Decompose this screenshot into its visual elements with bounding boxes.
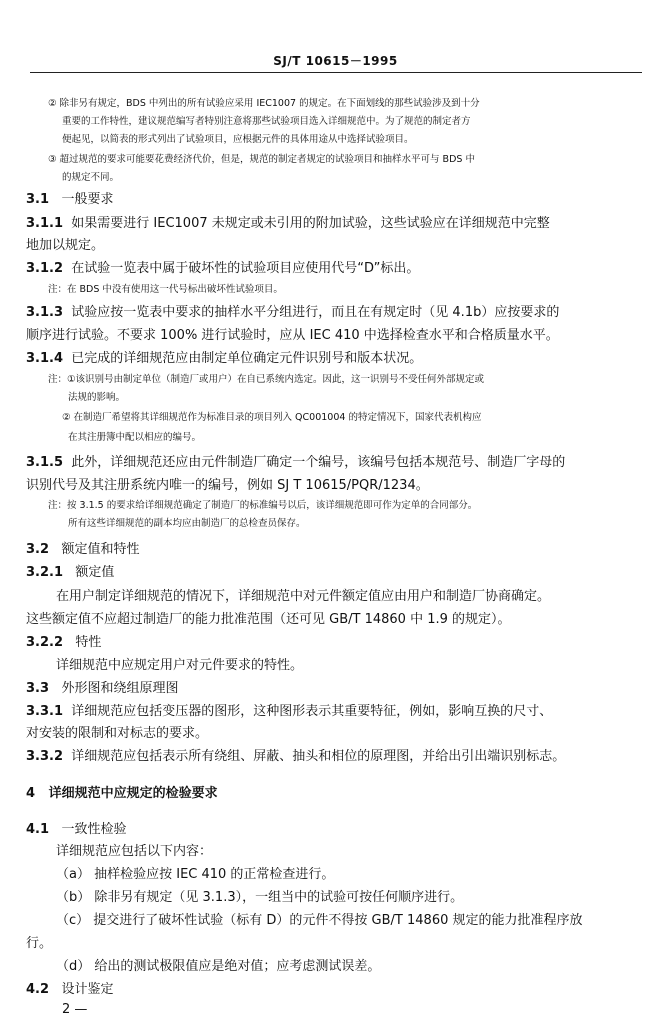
paragraph-line: 对安装的限制和对标志的要求。 <box>26 726 209 741</box>
list-item: （d） 给出的测试极限值应是绝对值；应考虑测试误差。 <box>56 959 381 974</box>
paragraph-line: 3.1.2 在试验一览表中属于破坏性的试验项目应使用代号“D”标出。 <box>26 261 420 276</box>
paragraph-line: 详细规范应包括以下内容： <box>56 844 213 859</box>
paragraph-line: 3.3.1 详细规范应包括变压器的图形，这种图形表示其重要特征，例如，影响互换的尺寸、 <box>26 704 553 719</box>
note-line: 在其注册簿中配以相应的编号。 <box>68 432 202 443</box>
note-line: 重要的工作特性，建议规范编写者特别注意将那些试验项目选入详细规范中。为了规范的制定者方 <box>62 116 471 127</box>
note-line: 注：按 3.1.5 的要求给详细规范确定了制造厂的标准编号以后，该详细规范即可作为定单的合同部分。 <box>48 500 478 511</box>
paragraph-line: 在用户制定详细规范的情况下，详细规范中对元件额定值应由用户和制造厂协商确定。 <box>56 589 551 604</box>
paragraph-line: 3.1.1 如果需要进行 IEC1007 未规定或未引用的附加试验，这些试验应在详细规范中完整 <box>26 216 550 231</box>
note-line: ② 在制造厂希望将其详细规范作为标准目录的项目列入 QC001004 的特定情况下，国家代表机构应 <box>62 412 482 423</box>
paragraph-line: 3.3.2 详细规范应包括表示所有绕组、屏蔽、抽头和相位的原理图，并给出引出端识别标志。 <box>26 749 566 764</box>
paragraph-line: 这些额定值不应超过制造厂的能力批准范围（还可见 GB/T 14860 中 1.9 的规定）。 <box>26 612 511 627</box>
list-item: （a） 抽样检验应按 IEC 410 的正常检查进行。 <box>56 867 335 882</box>
paragraph-line: 顺序进行试验。不要求 100% 进行试验时，应从 IEC 410 中选择检查水平和合格质量水平。 <box>26 328 559 343</box>
section-heading: 4.1 一致性检验 <box>26 822 127 837</box>
paragraph-line: 详细规范中应规定用户对元件要求的特性。 <box>56 658 304 673</box>
section-heading: 3.2.1 额定值 <box>26 565 115 580</box>
header-rule <box>30 72 642 73</box>
section-heading: 3.2.2 特性 <box>26 635 102 650</box>
note-line: 注：在 BDS 中没有使用这一代号标出破坏性试验项目。 <box>48 284 283 295</box>
section-heading: 3.1 一般要求 <box>26 192 114 207</box>
list-item: （c） 提交进行了破坏性试验（标有 D）的元件不得按 GB/T 14860 规定的能力批准程序放 <box>56 913 583 928</box>
note-line: 的规定不同。 <box>62 172 120 183</box>
section-heading: 3.3 外形图和绕组原理图 <box>26 681 179 696</box>
note-line: 注：①该识别号由制定单位（制造厂或用户）在自已系统内选定。因此，这一识别号不受任何外部规定或 <box>48 374 485 385</box>
note-line: 便起见，以简表的形式列出了试验项目，应根据元件的具体用途从中选择试验项目。 <box>62 134 414 145</box>
note-line: 法规的影响。 <box>68 392 126 403</box>
paragraph-line: 3.1.3 试验应按一览表中要求的抽样水平分组进行，而且在有规定时（见 4.1b）应按要求的 <box>26 305 560 320</box>
note-line: ③ 超过规范的要求可能要花费经济代价，但是，规范的制定者规定的试验项目和抽样水平可与 BDS 中 <box>48 154 475 165</box>
section-heading: 3.2 额定值和特性 <box>26 542 140 557</box>
section-heading: 4.2 设计鉴定 <box>26 982 114 997</box>
list-item: 行。 <box>26 936 53 951</box>
note-line: ② 除非另有规定，BDS 中列出的所有试验应采用 IEC1007 的规定。在下面划线的那些试验涉及到十分 <box>48 98 480 109</box>
paragraph-line: 3.1.4 已完成的详细规范应由制定单位确定元件识别号和版本状况。 <box>26 351 423 366</box>
page-number: 2 — <box>62 1002 88 1017</box>
paragraph-line: 识别代号及其注册系统内唯一的编号，例如 SJ T 10615/PQR/1234。 <box>26 478 429 493</box>
note-line: 所有这些详细规范的副本均应由制造厂的总检查员保存。 <box>68 518 306 529</box>
chapter-heading: 4 详细规范中应规定的检验要求 <box>26 786 218 801</box>
list-item: （b） 除非另有规定（见 3.1.3），一组当中的试验可按任何顺序进行。 <box>56 890 464 905</box>
paragraph-line: 地加以规定。 <box>26 238 105 253</box>
page-header: SJ/T 10615－1995 <box>273 54 398 68</box>
paragraph-line: 3.1.5 此外，详细规范还应由元件制造厂确定一个编号，该编号包括本规范号、制造厂字母的 <box>26 455 566 470</box>
